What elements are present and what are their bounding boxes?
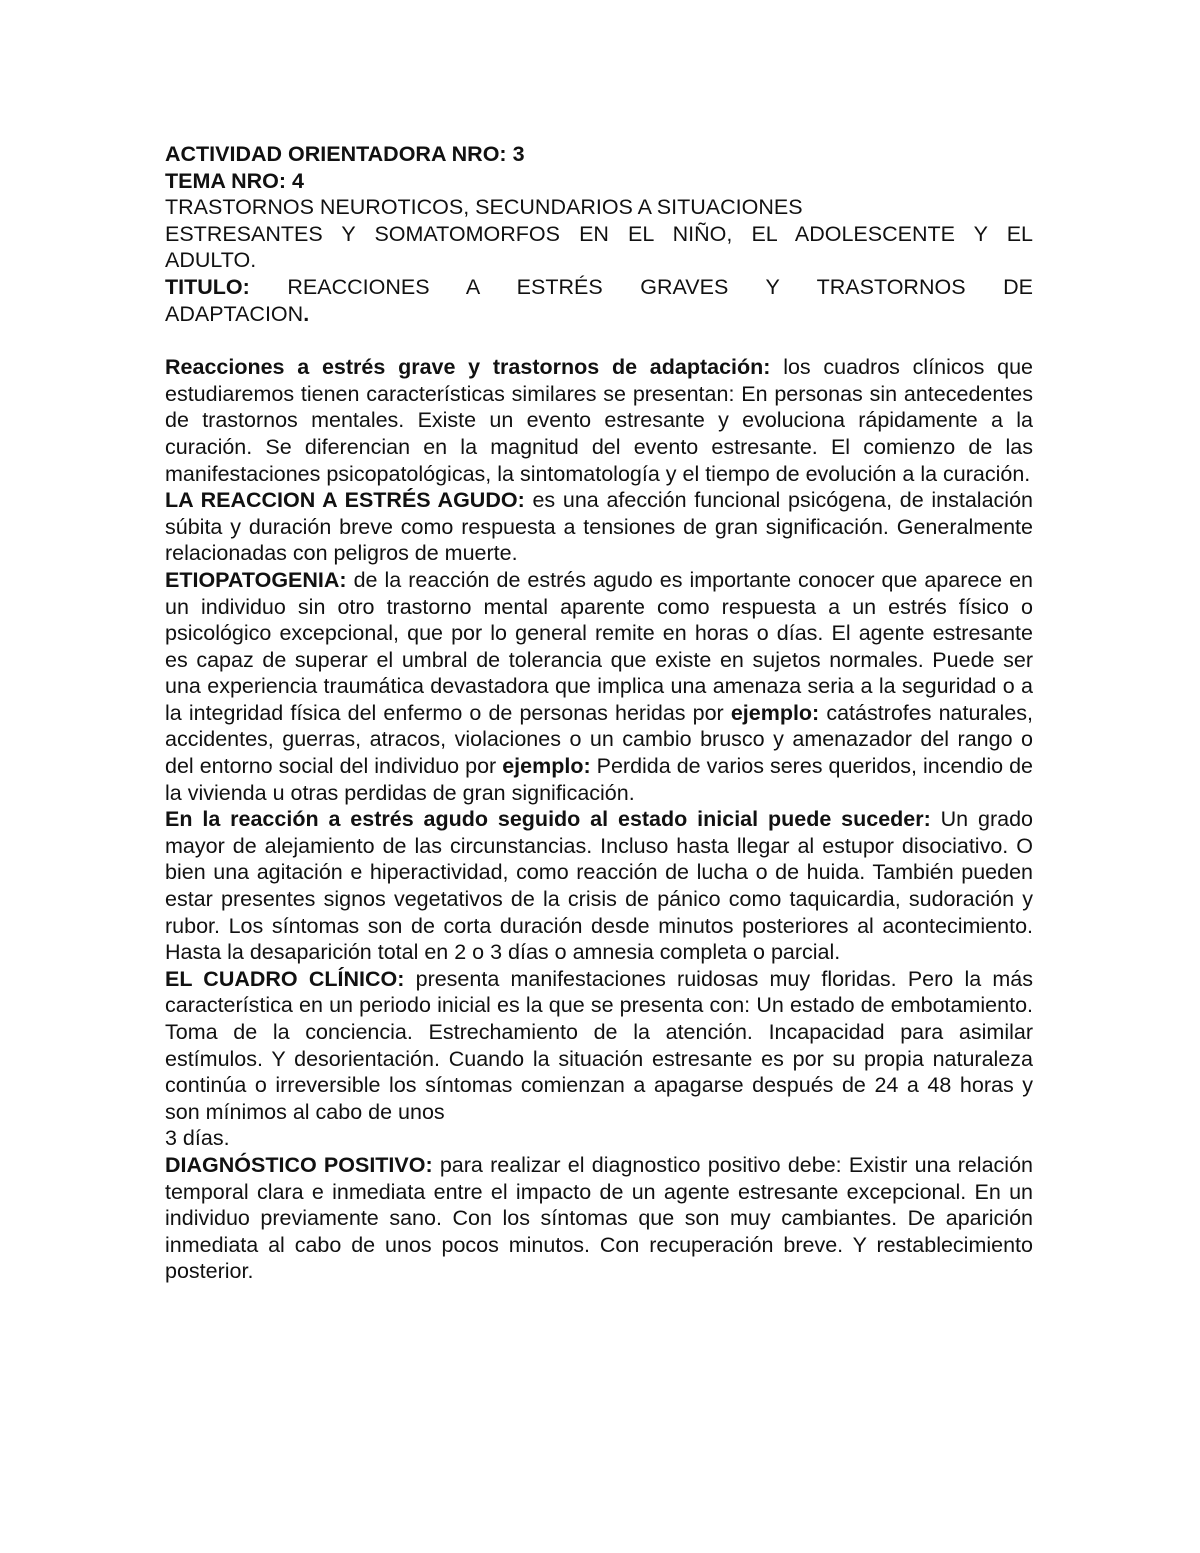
clinical-picture-heading: EL CUADRO CLÍNICO:: [165, 966, 405, 991]
clinical-picture-tail: 3 días.: [165, 1126, 230, 1151]
title-line-2: [165, 301, 1033, 328]
etiopathogenesis-body-1: de la reacción de estrés agudo es importante conocer que aparece en un individuo sin otro trastorno mental aparente como respuesta a un estrés físico o psicológico excepcional, que por lo general remite en horas o días. El agente estresante es capaz de superar el umbral de tolerancia que existe en sujetos normales. Puede ser una experiencia traumática devastadora que implica una amenaza seria a la seguridad o a la integridad física del enfermo o de personas heridas por: [165, 567, 1033, 725]
subject-line-3: ADULTO.: [165, 248, 257, 273]
title-text: REACCIONES A ESTRÉS GRAVES Y TRASTORNOS DE: [249, 274, 1033, 299]
acute-stress-paragraph: [165, 487, 1033, 567]
example-label-2: ejemplo:: [502, 754, 591, 779]
example-label-1: ejemplo:: [730, 700, 820, 725]
etiopathogenesis-heading: ETIOPATOGENIA:: [165, 567, 347, 592]
diagnosis-heading: DIAGNÓSTICO POSITIVO:: [165, 1152, 433, 1177]
blank-line: [165, 327, 1033, 354]
etiopathogenesis-body-2: catástrofes naturales, accidentes, guerras, atracos, violaciones o un cambio brusco y amenazador del rango o del entorno social del individuo por: [165, 700, 1033, 779]
intro-paragraph: [165, 354, 1033, 487]
activity-number: ACTIVIDAD ORIENTADORA NRO: 3: [165, 142, 525, 166]
progression-paragraph: [165, 806, 1033, 966]
intro-body: los cuadros clínicos que estudiaremos tienen características similares se presentan: En personas sin antecedentes de trastornos mentales. Existe un evento estresante y evoluciona rápidamente a la curación. Se diferencian en la magnitud del evento estresante. El comienzo de las manifestaciones psicopatológicas, la sintomatología y el tiempo de evolución a la curación.: [165, 355, 1033, 486]
subject-line-1: TRASTORNOS NEUROTICOS, SECUNDARIOS A SITUACIONES: [165, 195, 803, 220]
title-period: .: [303, 301, 310, 326]
intro-heading: Reacciones a estrés grave y trastornos de adaptación:: [165, 355, 771, 380]
clinical-picture-paragraph: [165, 966, 1033, 1126]
etiopathogenesis-paragraph: [165, 567, 1033, 806]
clinical-picture-body: presenta manifestaciones ruidosas muy floridas. Pero la más característica en un periodo inicial es la que se presenta con: Un estado de embotamiento. Toma de la conciencia. Estrechamiento de la atención. Incapacidad para asimilar estímulos. Y desorientación. Cuando la situación estresante es por su propia naturaleza continúa o irreversible los síntomas comienzan a apagarse después de 24 a 48 horas y son mínimos al cabo de unos: [165, 966, 1034, 1124]
etiopathogenesis-body-3: Perdida de varios seres queridos, incendio de la vivienda u otras perdidas de gran significación.: [165, 754, 1033, 805]
document-header: [165, 141, 1033, 327]
title-text-2: ADAPTACION: [165, 301, 304, 326]
diagnosis-body: para realizar el diagnostico positivo debe: Existir una relación temporal clara e inmediata entre el impacto de un agente estresante excepcional. En un individuo previamente sano. Con los síntomas que son muy cambiantes. De aparición inmediata al cabo de unos pocos minutos. Con recuperación breve. Y restablecimiento posterior.: [165, 1152, 1033, 1284]
title-line: [165, 274, 1033, 301]
progression-heading: En la reacción a estrés agudo seguido al estado inicial puede suceder:: [165, 807, 931, 832]
document-page: [165, 141, 1033, 1285]
subject-line-2: ESTRESANTES Y SOMATOMORFOS EN EL NIÑO, EL ADOLESCENTE Y EL: [165, 221, 1033, 246]
topic-number: TEMA NRO: 4: [165, 168, 304, 193]
diagnosis-paragraph: [165, 1152, 1033, 1285]
progression-body: Un grado mayor de alejamiento de las circunstancias. Incluso hasta llegar al estupor disociativo. O bien una agitación e hiperactividad, como reacción de lucha o de huida. También pueden estar presentes signos vegetativos de la crisis de pánico como taquicardia, sudoración y rubor. Los síntomas son de corta duración desde minutos posteriores al acontecimiento. Hasta la desaparición total en 2 o 3 días o amnesia completa o parcial.: [165, 807, 1034, 965]
title-label: TITULO:: [165, 274, 250, 299]
acute-stress-body: es una afección funcional psicógena, de instalación súbita y duración breve como respuesta a tensiones de gran significación. Generalmente relacionadas con peligros de muerte.: [165, 488, 1033, 566]
acute-stress-heading: LA REACCION A ESTRÉS AGUDO:: [165, 488, 525, 513]
